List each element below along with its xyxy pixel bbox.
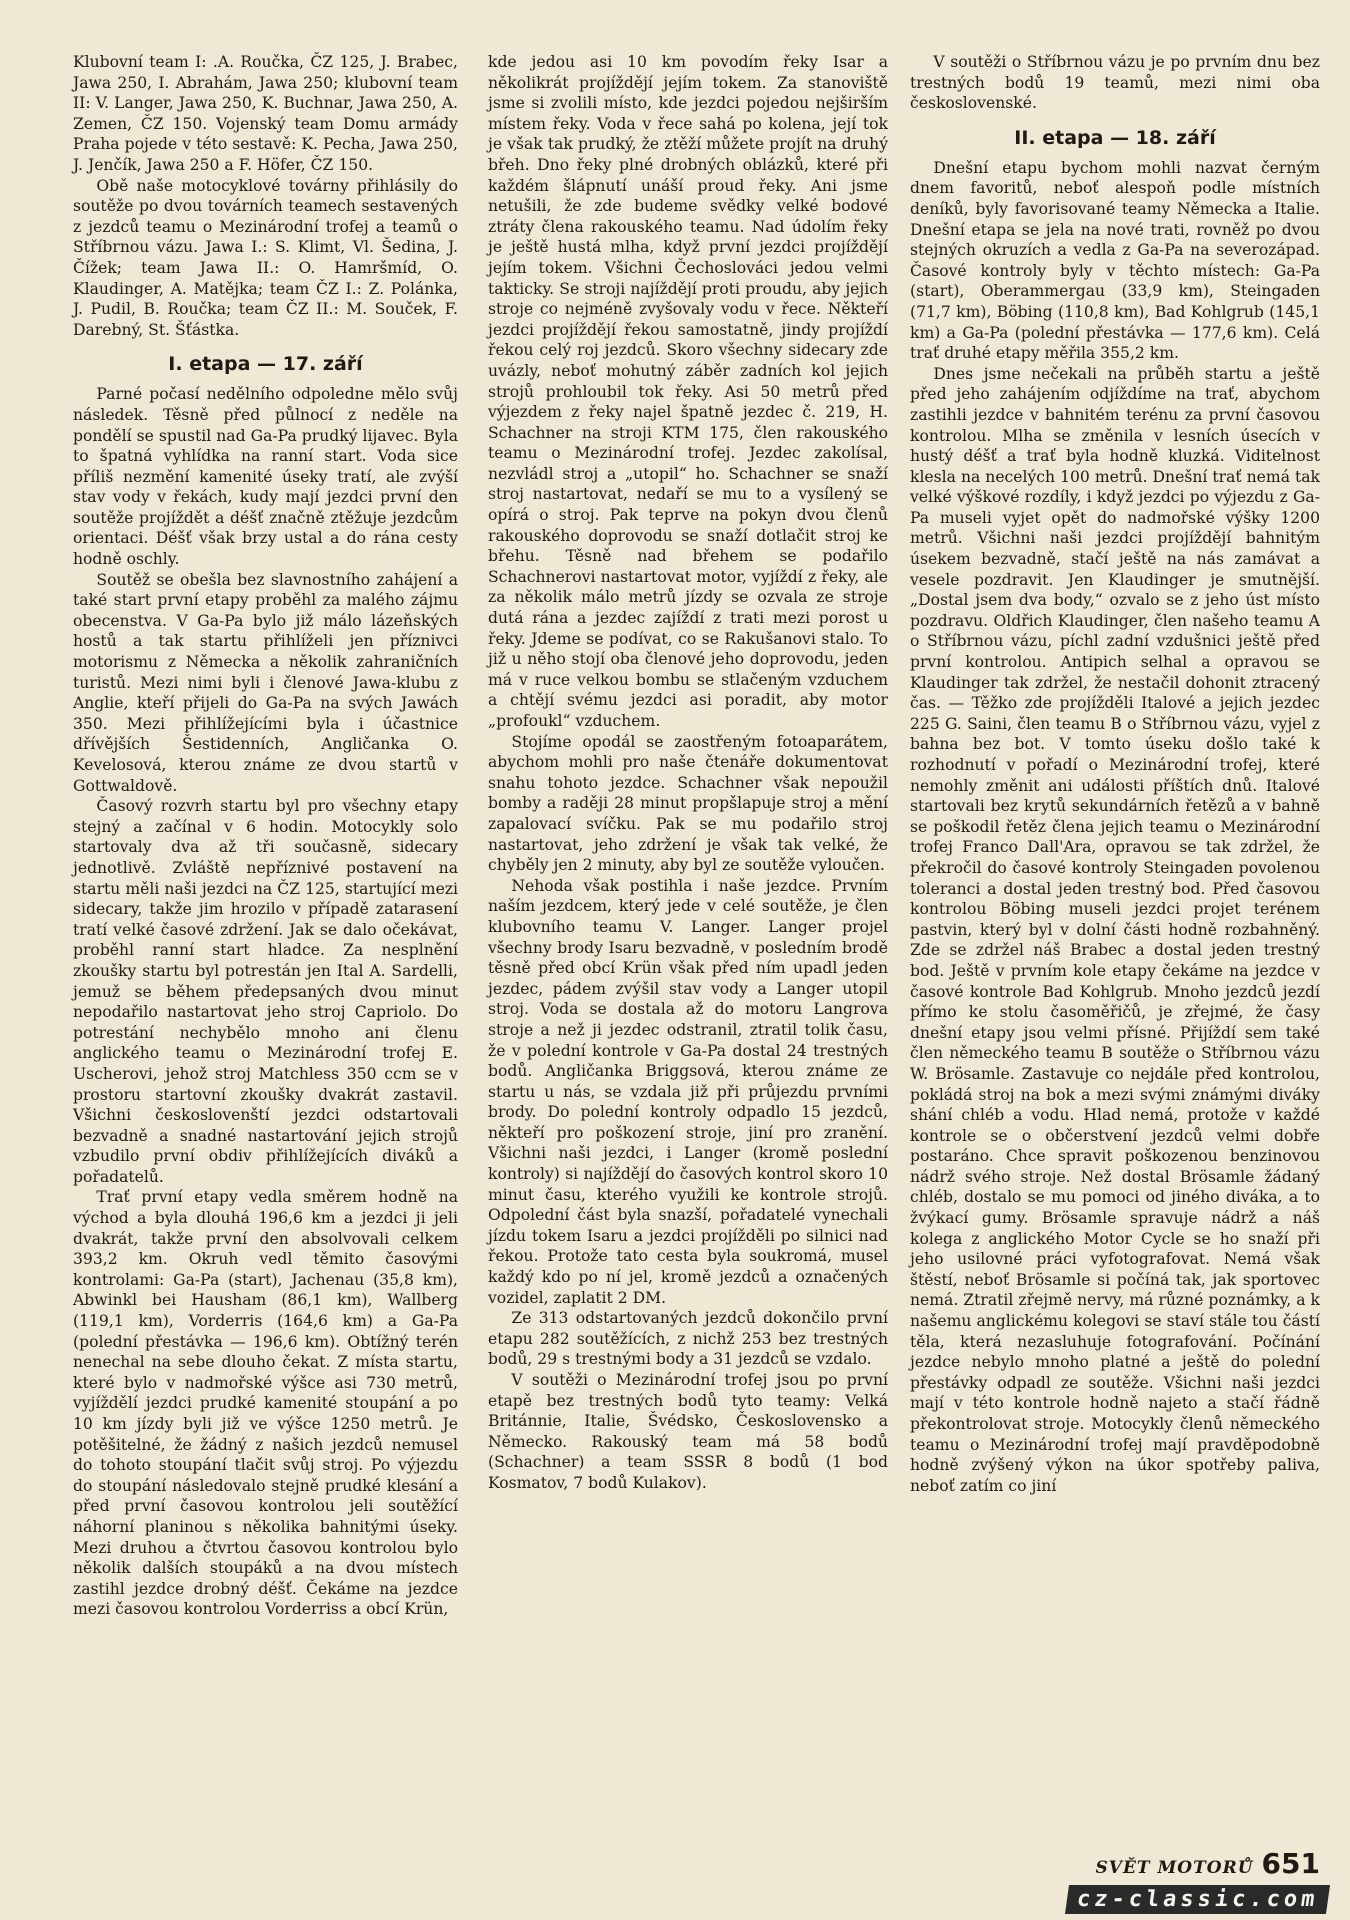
paragraph: V soutěži o Stříbrnou vázu je po prvním dnu bez trestných bodů 19 teamů, mezi nimi oba československé. <box>910 53 1320 113</box>
paragraph: kde jedou asi 10 km povodím řeky Isar a několikrát projíždějí jejím tokem. Za stanoviště jsme si zvolili místo, kde jezdci pojedou nejširším místem řeky. Voda v řece sahá po kolena, její tok je však tak prudký, že ztěží můžete projít na druhý břeh. Dno řeky plné drobných oblázků, které při každém šlápnutí unáší proud řeky. Ani jsme netušili, že zde budeme svědky velké bodové ztráty člena rakouského teamu. Nad údolím řeky je ještě hustá mlha, když první jezdci projíždějí jejím tokem. Všichni Čechoslováci jedou velmi takticky. Se stroji najíždějí proti proudu, aby jejich stroje co nejméně zvyšovaly vodu v řece. Někteří jezdci projíždějí řekou samostatně, jindy projíždí řekou celý roj jezdců. Skoro všechny sidecary zde uvázly, neboť mohutný záběr zadních kol jejich strojů prohloubil tok řeky. Asi 50 metrů před výjezdem z řeky najel špatně jezdec č. 219, H. Schachner na stroji KTM 175, člen rakouského teamu o Mezinárodní trofej. Jezdec zakolísal, nezvládl stroj a „utopil“ ho. Schachner se snaží stroj nastartovat, nedaří se mu to a vysílený se opírá o stroj. Pak teprve na pokyn dvou členů rakouského doprovodu se snaží dotlačit stroj ke břehu. Těsně nad břehem se podařilo Schachnerovi nastartovat motor, vyjíždí z řeky, ale za několik málo metrů jízdy se ozvala ze stroje dutá rána a jezdec zajíždí z trati mezi porost u řeky. Jdeme se podívat, co se Rakušanovi stalo. To již u něho stojí oba členové jeho doprovodu, jeden má v ruce velkou bombu se stlačeným vzduchem a chtějí svému jezdci asi poradit, aby motor „profoukl“ vzduchem. <box>488 53 888 730</box>
text-column-3 <box>910 52 1320 1496</box>
paragraph: Trať první etapy vedla směrem hodně na východ a byla dlouhá 196,6 km a jezdci ji jeli dvakrát, takže první den absolvovali celkem 393,2 km. Okruh vedl těmito časovými kontrolami: Ga-Pa (start), Jachenau (35,8 km), Abwinkl bei Hausham (86,1 km), Wallberg (119,1 km), Vorderris (164,6 km) a Ga-Pa (polední přestávka — 196,6 km). Obtížný terén nenechal na sebe dlouho čekat. Z místa startu, které bylo v nadmořské výšce asi 730 metrů, vyjíždělí jezdci prudké kamenité stoupání a po 10 km jízdy byli již ve výšce 1250 metrů. Je potěšitelné, že žádný z našich jezdců nemusel do tohoto stoupání tlačit svůj stroj. Po výjezdu do stoupání následovalo stejně prudké klesání a před první časovou kontrolou jeli soutěžící náhorní planinou s několika bahnitými úseky. Mezi druhou a čtvrtou časovou kontrolou bylo několik dalších stoupáků a na dvou místech zastihl jezdce drobný déšť. Čekáme na jezdce mezi časovou kontrolou Vorderriss a obcí Krün, <box>73 1188 458 1619</box>
page-footer <box>1096 1847 1321 1880</box>
paragraph: V soutěži o Mezinárodní trofej jsou po první etapě bez trestných bodů tyto teamy: Velká Británnie, Italie, Švédsko, Československo a Německo. Rakouský team má 58 bodů (Schachner) a team SSSR 8 bodů (1 bod Kosmatov, 7 bodů Kulakov). <box>488 1371 888 1492</box>
paragraph: Dnešní etapu bychom mohli nazvat černým dnem favoritů, neboť alespoň podle místních deníků, byly favorisované teamy Německa a Italie. Dnešní etapa se jela na nové trati, rovněž po dvou stejných okruzích a vedla z Ga-Pa na severozápad. Časové kontroly byly v těchto místech: Ga-Pa (start), Oberammergau (33,9 km), Steingaden (71,7 km), Böbing (110,8 km), Bad Kohlgrub (145,1 km) a Ga-Pa (polední přestávka — 177,6 km). Celá trať druhé etapy měřila 355,2 km. <box>910 158 1320 363</box>
paragraph: Klubovní team I: .A. Roučka, ČZ 125, J. Brabec, Jawa 250, I. Abrahám, Jawa 250; klubovní team II: V. Langer, Jawa 250, K. Buchnar, Jawa 250, A. Zemen, ČZ 150. Vojenský team Domu armády Praha pojede v této sestavě: K. Pecha, Jawa 250, J. Jenčík, Jawa 250 a F. Höfer, ČZ 150. <box>73 53 458 174</box>
watermark: cz-classic.com <box>1065 1885 1331 1914</box>
magazine-title: SVĚT MOTORŮ <box>1095 1858 1254 1878</box>
text-column-1 <box>73 52 458 1620</box>
section-heading: II. etapa — 18. září <box>1014 126 1216 149</box>
text-column-2 <box>488 52 888 1494</box>
section-heading: I. etapa — 17. září <box>168 353 363 376</box>
paragraph: Soutěž se obešla bez slavnostního zahájení a také start první etapy proběhl za malého zájmu obecenstva. V Ga-Pa bylo již málo lázeňských hostů a tak startu přihlíželi jen příznivci motorismu z Německa a několik zahraničních turistů. Mezi nimi byli i členové Jawa-klubu z Anglie, kteří přijeli do Ga-Pa na svých Jawách 350. Mezi přihlížejícími byla i účastnice dřívějších Šestidenních, Angličanka O. Kevelosová, kterou známe ze dvou startů v Gottwaldově. <box>73 570 458 795</box>
paragraph: Časový rozvrh startu byl pro všechny etapy stejný a začínal v 6 hodin. Motocykly solo startovaly dva až tři současně, sidecary jednotlivě. Zvláště nepříznivé postavení na startu měli naši jezdci na ČZ 125, startující mezi sidecary, takže jim hrozilo v případě zatarasení tratí velké časové zdržení. Jak se dalo očekávat, proběhl ranní start hladce. Za nesplnění zkoušky startu byl potrestán jen Ital A. Sardelli, jemuž se během předepsaných dvou minut nepodařilo nastartovat jeho stroj Capriolo. Do potrestání nechybělo mnoho ani členu anglického teamu o Mezinárodní trofej E. Uscherovi, jehož stroj Matchless 350 ccm se v prostoru startovní zkoušky dvakrát zastavil. Všichni českoslovenští jezdci odstartovali bezvadně a snadné nastartování jejich strojů vzbudilo první obdiv přihlížejících diváků a pořadatelů. <box>73 797 458 1186</box>
paragraph: Parné počasí nedělního odpoledne mělo svůj následek. Těsně před půlnocí z neděle na pondělí se spustil nad Ga-Pa prudký lijavec. Byla to špatná vyhlídka na ranní start. Voda sice příliš nezmění kamenité úseky tratí, ale zvýší stav vody v řekách, kudy mají jezdci první den soutěže projíždět a déšť značně ztěžuje jezdcům orientaci. Déšť však brzy ustal a do rána cesty hodně oschly. <box>73 385 458 569</box>
paragraph: Ze 313 odstartovaných jezdců dokončilo první etapu 282 soutěžících, z nichž 253 bez trestných bodů, 29 s trestnými body a 31 jezdců se vzdalo. <box>488 1309 888 1369</box>
paragraph: Obě naše motocyklové továrny přihlásily do soutěže po dvou továrních teamech sestavených z jezdců teamu o Mezinárodní trofej a teamů o Stříbrnou vázu. Jawa I.: S. Klimt, Vl. Šedina, J. Čížek; team Jawa II.: O. Hamršmíd, O. Klaudinger, A. Matějka; team ČZ I.: Z. Polánka, J. Pudil, B. Roučka; team ČZ II.: M. Souček, F. Darebný, St. Šťástka. <box>73 176 458 339</box>
paragraph: Dnes jsme nečekali na průběh startu a ještě před jeho zahájením odjíždíme na trať, abychom zastihli jezdce v bahnitém terénu za první časovou kontrolou. Mlha se změnila v lesních úsecích v hustý déšť a trať byla hodně kluzká. Viditelnost klesla na necelých 100 metrů. Dnešní trať nemá tak velké výškové rozdíly, i když jezdci po výjezdu z Ga-Pa museli vyjet opět do nadmořské výšky 1200 metrů. Všichni naši jezdci projíždějí bahnitým úsekem bezvadně, stačí ještě na nás zamávat a vesele pozdravit. Jen Klaudinger je smutnější. „Dostal jsem dva body,“ ozvalo se z jeho úst místo pozdravu. Oldřich Klaudinger, člen našeho teamu A o Stříbrnou vázu, píchl zadní vzdušnici ještě před první kontrolou. Antipich selhal a opravou se Klaudinger tak zdržel, že nestačil dohonit ztracený čas. — Těžko zde projížděli Italové a jejich jezdec 225 G. Saini, člen teamu B o Stříbrnou vázu, vyjel z bahna bez bot. V tomto úseku došlo také k rozhodnutí v pořadí o Mezinárodní trofej, které nemohly změnit ani události příštích dnů. Italové startovali bez krytů sekundárních řetězů a v bahně se poškodil řetěz člena jejich teamu o Mezinárodní trofej Franco Dall'Ara, opravou se tak zdržel, že překročil do časové kontroly Steingaden povolenou toleranci a dostal jeden trestný bod. Před časovou kontrolou Böbing museli jezdci projet terénem pastvin, který byl v dolní části hodně rozbahněný. Zde se zdržel náš Brabec a dostal jeden trestný bod. Ještě v prvním kole etapy čekáme na jezdce v časové kontrole Bad Kohlgrub. Mnoho jezdců jezdí přímo ke stolu časoměřičů, je zřejmé, že časy dnešní etapy jsou velmi přísné. Přijíždí sem také člen německého teamu B soutěže o Stříbrnou vázu W. Brösamle. Zastavuje co nejdále před kontrolou, pokládá stroj na bok a mezi svými známými diváky shání chléb a vodu. Hlad nemá, protože v každé kontrole se o občerstvení jezdců velmi dobře postaráno. Chce spravit poškozenou benzinovou nádrž svého stroje. Než dostal Brösamle žádaný chléb, dostalo se mu pomoci od jiného diváka, a to žvýkací gumy. Brösamle spravuje nádrž a náš kolega z anglického Motor Cycle se ho snaží při jeho usilovné práci vyfotografovat. Nemá však štěstí, neboť Brösamle si počíná tak, jak sportovec nemá. Ztratil zřejmě nervy, má různé poznámky, a k našemu anglickému kolegovi se staví stále tou částí těla, která nezasluhuje fotografování. Počínání jezdce nebylo mnoho platné a ještě do polední přestávky odpadl ze soutěže. Všichni naši jezdci mají v této kontrole hodně najeto a stačí řádně překontrolovat stroje. Motocykly členů německého teamu o Mezinárodní trofej mají pravděpodobně hodně zvýšený výkon na úkor spotřeby paliva, neboť zatím co jiní <box>910 364 1320 1495</box>
paragraph: Nehoda však postihla i naše jezdce. Prvním naším jezdcem, který jede v celé soutěže, je člen klubovního teamu V. Langer. Langer projel všechny brody Isaru bezvadně, v posledním brodě těsně před obcí Krün však před ním upadl jeden jezdec, pádem zvýšil stav vody a Langer utopil stroj. Voda se dostala až do motoru Langrova stroje a než ji jezdec odstranil, ztratil tolik času, že v polední kontrole v Ga-Pa dostal 24 trestných bodů. Angličanka Briggsová, kterou známe ze startu u nás, se vzdala již při průjezdu prvními brody. Do polední kontroly odpadlo 15 jezdců, někteří pro poškození stroje, jiní pro zranění. Všichni naši jezdci, i Langer (kromě poslední kontroly) si najíždějí do časových kontrol skoro 10 minut času, kterého využili ke kontrole strojů. Odpolední část byla snazší, pořadatelé vynechali jízdu tokem Isaru a jezdci projížděli po silnici nad řekou. Protože tato cesta byla soukromá, musel každý kdo po ní jel, kromě jezdců a označených vozidel, zaplatit 2 DM. <box>488 876 888 1307</box>
page-number: 651 <box>1261 1847 1320 1880</box>
paragraph: Stojíme opodál se zaostřeným fotoaparátem, abychom mohli pro naše čtenáře dokumentovat snahu tohoto jezdce. Schachner však nepoužil bomby a raději 28 minut propšlapuje stroj a mění zapalovací svíčku. Pak se mu podařilo stroj nastartovat, jeho zdržení je však tak velké, že chyběly jen 2 minuty, aby byl ze soutěže vyloučen. <box>488 732 888 875</box>
